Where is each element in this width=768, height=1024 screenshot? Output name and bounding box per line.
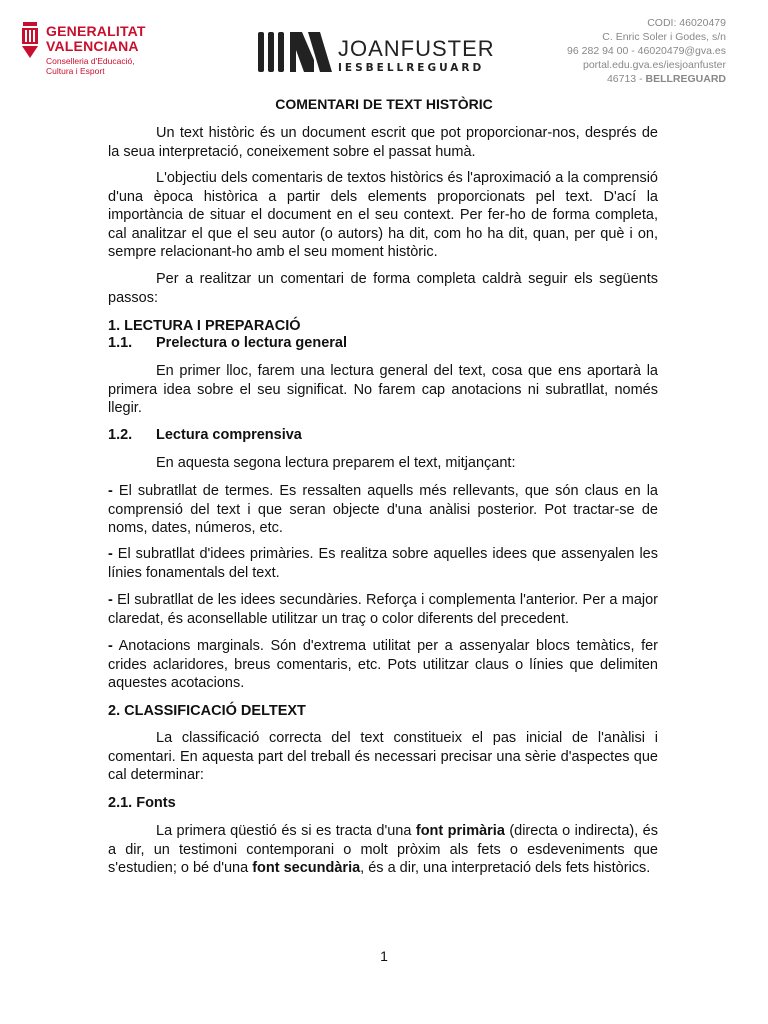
page-number: 1 [380, 948, 388, 964]
school-address: C. Enric Soler i Godes, s/n [602, 31, 726, 43]
intro-paragraph-1: Un text històric és un document escrit que pot proporcionar-nos, després de la seua interpretació, coneixement sobre el passat humà. [108, 125, 658, 160]
bullet-marginal-notes: - Anotacions marginals. Són d'extrema utilitat per a assenyalar blocs temàtics, fer crides aclaridores, breus comentaris, etc. Pots utilitzar claus o línies que delimiten aquestes acotacions. [108, 638, 658, 691]
school-phone-email: 96 282 94 00 - 46020479@gva.es [567, 45, 726, 57]
section-2-heading: 2. CLASSIFICACIÓ DELTEXT [108, 703, 306, 719]
section-2-1-paragraph: La primera qüestió és si es tracta d'una font primària (directa o indirecta), és a dir, un testimoni contemporani o molt pròxim als fets o esdeveniments que s'estudien; o bé d'una font secundària, és a dir, una interpretació dels fets històrics. [108, 823, 658, 876]
section-1-heading: 1. LECTURA I PREPARACIÓ [108, 318, 301, 334]
bullet-secondary-ideas: - El subratllat de les idees secundàries. Reforça i complementa l'anterior. Per a major claredat, és aconsellable utilitzar un traç o color diferents del precedent. [108, 592, 658, 627]
section-1-2-heading: 1.2. Lectura comprensiva [108, 427, 302, 443]
school-code: CODI: 46020479 [647, 17, 726, 29]
bullet-primary-ideas: - El subratllat d'idees primàries. Es realitza sobre aquelles idees que assenyalen les línies fonamentals del text. [108, 546, 658, 581]
school-subtitle: IESBELLREGUARD [338, 62, 485, 74]
intro-paragraph-2: L'objectiu dels comentaris de textos històrics és l'aproximació a la comprensió d'una època històrica a partir dels elements proporcionats pel text. D'ací la importància de situar el document en el seu context. Per fer-ho de forma completa, cal analitzar el que el seu autor (o autors) ha dit, com ho ha dit, quan, per què i on, sempre relacionant-ho amb el seu moment històric. [108, 170, 658, 260]
school-name: JOANFUSTER [338, 36, 495, 61]
section-1-1-heading: 1.1. Prelectura o lectura general [108, 335, 347, 351]
school-logo [258, 30, 495, 74]
document-title: COMENTARI DE TEXT HISTÒRIC [275, 96, 493, 112]
section-2-1-heading: 2.1. Fonts [108, 795, 176, 811]
generalitat-emblem-icon [22, 22, 38, 58]
section-2-paragraph: La classificació correcta del text constitueix el pas inicial de l'anàlisi i comentari. En aquesta part del treball és necessari precisar una sèrie d'aspectes que cal determinar: [108, 730, 658, 783]
school-postal: 46713 - BELLREGUARD [606, 73, 726, 85]
school-portal: portal.edu.gva.es/iesjoanfuster [582, 59, 726, 71]
generalitat-logo [22, 22, 152, 82]
bullet-terms: - El subratllat de termes. Es ressalten aquells més rellevants, que són claus en la comprensió del text i que seran objecte d'una anàlisi posterior. Pot tractar-se de noms, dates, números, etc. [108, 483, 658, 536]
intro-paragraph-3: Per a realitzar un comentari de forma completa caldrà seguir els següents passos: [108, 271, 658, 306]
section-1-2-paragraph: En aquesta segona lectura preparem el text, mitjançant: [156, 455, 516, 471]
school-emblem-icon [258, 30, 334, 74]
section-1-1-paragraph: En primer lloc, farem una lectura general del text, cosa que ens aportarà la primera idea sobre el seu significat. No farem cap anotacions ni subratllat, només llegir. [108, 363, 658, 416]
generalitat-name: GENERALITAT VALENCIANA [46, 23, 146, 54]
contact-block [526, 16, 726, 86]
conselleria-name: Conselleria d'Educació, Cultura i Esport [46, 56, 135, 76]
